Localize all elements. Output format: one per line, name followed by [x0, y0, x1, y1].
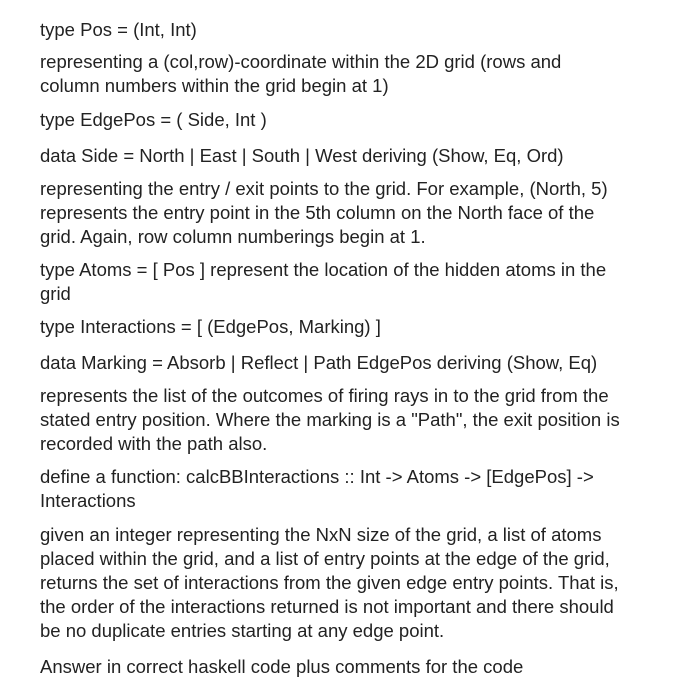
text-line: recorded with the path also.	[40, 433, 268, 454]
text-line: type Atoms = [ Pos ] represent the location of the hidden atoms in the	[40, 259, 607, 280]
text-line: grid	[40, 283, 71, 304]
text-line: define a function: calcBBInteractions :: Int -> Atoms -> [EdgePos] ->	[40, 466, 594, 487]
paragraph	[40, 384, 620, 456]
text-line: data Side = North | East | South | West deriving (Show, Eq, Ord)	[40, 145, 564, 166]
text-line: represents the entry point in the 5th column on the North face of the	[40, 202, 595, 223]
paragraph	[40, 258, 606, 306]
paragraph	[40, 18, 197, 42]
text-line: representing a (col,row)-coordinate within the 2D grid (rows and	[40, 51, 562, 72]
paragraph	[40, 655, 523, 679]
text-line: stated entry position. Where the marking is a "Path", the exit position is	[40, 409, 620, 430]
text-line: type Pos = (Int, Int)	[40, 19, 197, 40]
text-line: column numbers within the grid begin at 1)	[40, 75, 389, 96]
text-line: be no duplicate entries starting at any edge point.	[40, 620, 445, 641]
text-line: data Marking = Absorb | Reflect | Path EdgePos deriving (Show, Eq)	[40, 352, 598, 373]
text-line: represents the list of the outcomes of firing rays in to the grid from the	[40, 385, 609, 406]
text-line: given an integer representing the NxN size of the grid, a list of atoms	[40, 524, 602, 545]
paragraph	[40, 108, 267, 132]
text-line: grid. Again, row column numberings begin at 1.	[40, 226, 426, 247]
paragraph	[40, 465, 594, 513]
text-line: type EdgePos = ( Side, Int )	[40, 109, 267, 130]
paragraph	[40, 177, 608, 249]
paragraph	[40, 144, 564, 168]
text-line: the order of the interactions returned is not important and there should	[40, 596, 614, 617]
paragraph	[40, 351, 597, 375]
text-line: Answer in correct haskell code plus comments for the code	[40, 656, 524, 677]
text-line: type Interactions = [ (EdgePos, Marking) ]	[40, 316, 381, 337]
paragraph	[40, 50, 561, 98]
paragraph	[40, 315, 381, 339]
text-line: placed within the grid, and a list of entry points at the edge of the grid,	[40, 548, 610, 569]
paragraph	[40, 523, 619, 643]
text-line: Interactions	[40, 490, 136, 511]
text-line: returns the set of interactions from the given edge entry points. That is,	[40, 572, 619, 593]
text-line: representing the entry / exit points to the grid. For example, (North, 5)	[40, 178, 608, 199]
